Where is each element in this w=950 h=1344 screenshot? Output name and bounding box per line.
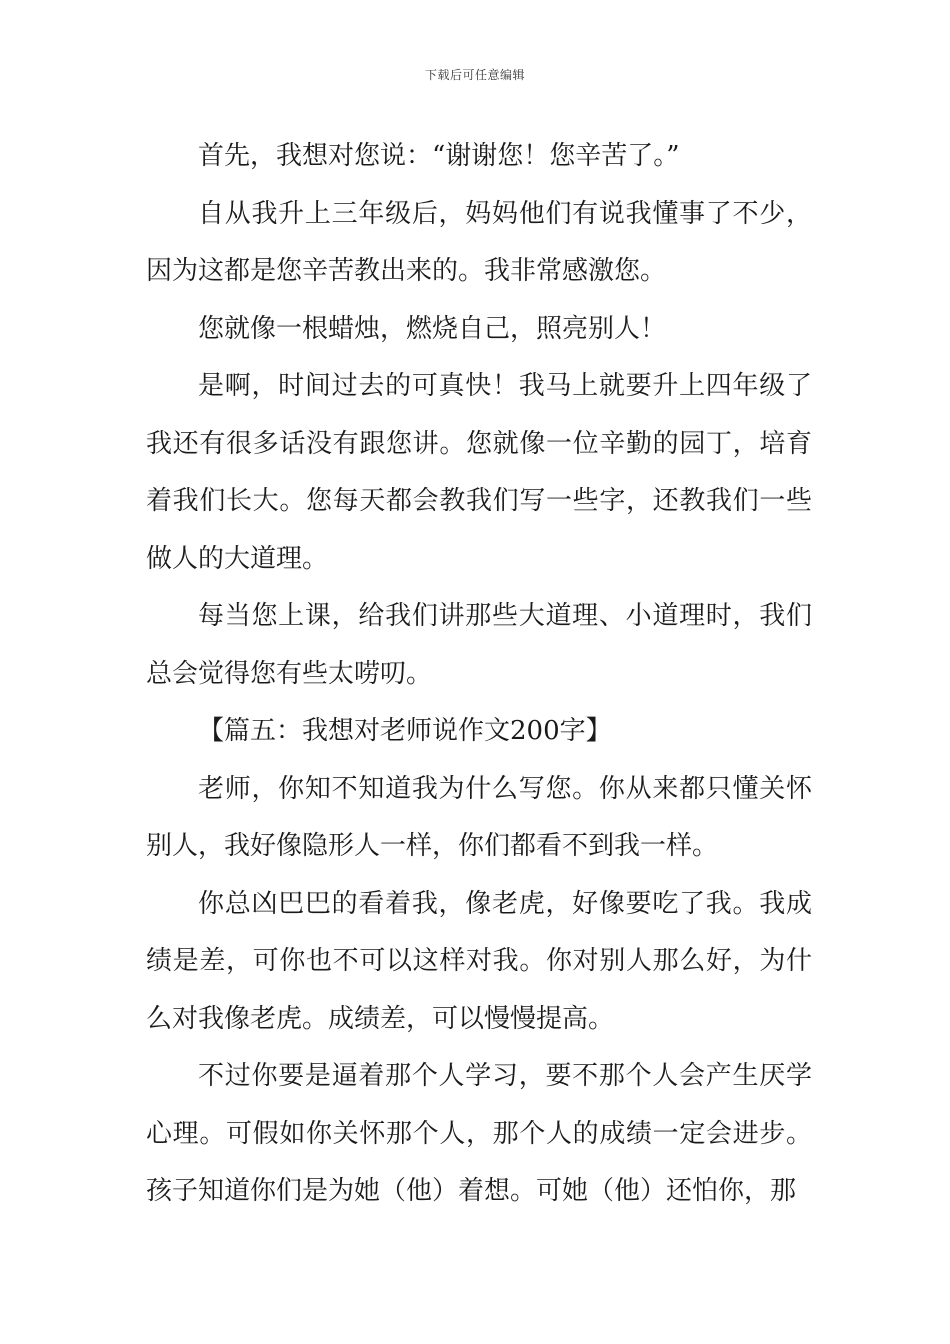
paragraph: 首先，我想对您说：“谢谢您！您辛苦了。” (198, 141, 680, 171)
paragraph: 是啊，时间过去的可真快！我马上就要升上四年级了我还有很多话没有跟您讲。您就像一位辛勤的园丁，培育着我们长大。您每天都会教我们写一些字，还教我们一些做人的大道理。 (146, 371, 812, 574)
section-title: 【篇五：我想对老师说作文200字】 (198, 716, 612, 746)
document-body (146, 128, 812, 1221)
paragraph: 自从我升上三年级后，妈妈他们有说我懂事了不少，因为这都是您辛苦教出来的。我非常感激您。 (146, 198, 812, 286)
paragraph: 每当您上课，给我们讲那些大道理、小道理时，我们总会觉得您有些太唠叨。 (146, 601, 812, 689)
paragraph: 不过你要是逼着那个人学习，要不那个人会产生厌学心理。可假如你关怀那个人，那个人的成绩一定会进步。孩子知道你们是为她（他）着想。可她（他）还怕你，那 (146, 1061, 812, 1206)
page-header: 下载后可任意编辑 (424, 68, 525, 82)
paragraph: 老师，你知不知道我为什么写您。你从来都只懂关怀别人，我好像隐形人一样，你们都看不到我一样。 (146, 773, 812, 861)
paragraph: 您就像一根蜡烛，燃烧自己，照亮别人！ (198, 313, 667, 344)
paragraph: 你总凶巴巴的看着我，像老虎，好像要吃了我。我成绩是差，可你也不可以这样对我。你对别人那么好，为什么对我像老虎。成绩差，可以慢慢提高。 (146, 888, 812, 1034)
